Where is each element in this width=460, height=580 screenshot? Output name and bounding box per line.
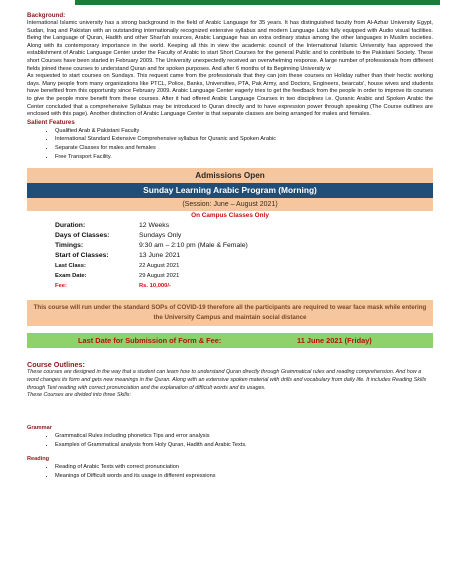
grammar-list xyxy=(27,432,433,449)
course-outlines-divided: These Courses are divided into three Skills: xyxy=(27,392,131,399)
last-class-label: Last Class: xyxy=(55,263,86,270)
admissions-open-banner: Admissions Open xyxy=(27,168,433,183)
exam-date-label: Exam Date: xyxy=(55,273,87,280)
start-value: 13 June 2021 xyxy=(139,252,181,260)
exam-date-value: 29 August 2021 xyxy=(139,273,180,280)
campus-notice: On Campus Classes Only xyxy=(191,212,269,220)
days-value: Sundays Only xyxy=(139,232,182,240)
last-class-value: 22 August 2021 xyxy=(139,263,180,270)
course-outlines-intro: These courses are designed in the way that a student can learn how to understand Quran directly through Grammatical rules and reading comprehension. And how a word changes its form and gets new meanings in the Quran. Along with an extensive spoken material with drills and vocabulary from daily life. It includes Reading Skills through Text reading with correct pronunciation and the explanation of difficult words and its usages. xyxy=(27,369,427,391)
list-item: • Qualified Arab & Pakistani Faculty xyxy=(55,127,433,136)
list-item: • Free Transport Facility. xyxy=(55,153,433,162)
list-item: • International Standard Extensive Comprehensive syllabus for Quranic and Spoken Arabic xyxy=(55,135,433,144)
document-body xyxy=(27,12,433,481)
covid-sop-notice: This course will run under the standard SOPs of COVID-19 therefore all the participants are required to wear face mask while entering the University Campus and maintain social distance xyxy=(27,300,433,326)
grammar-heading: Grammar xyxy=(27,425,52,432)
table-row xyxy=(55,221,248,231)
duration-value: 12 Weeks xyxy=(139,222,170,230)
duration-label: Duration: xyxy=(55,222,86,230)
list-item: • Separate Classes for males and females xyxy=(55,144,433,153)
session-banner: (Session: June – August 2021) xyxy=(27,198,433,211)
deadline-date: 11 June 2021 (Friday) xyxy=(297,336,372,346)
reading-list xyxy=(27,463,433,480)
table-row xyxy=(55,281,248,291)
salient-features-heading: Salient Features xyxy=(27,118,75,126)
program-title-banner: Sunday Learning Arabic Program (Morning) xyxy=(27,183,433,198)
table-row xyxy=(55,251,248,261)
fee-label: Fee: xyxy=(55,283,67,290)
list-item: • Examples of Grammatical analysis from Holy Quran, Hadith and Arabic Texts. xyxy=(55,441,433,450)
fee-value: Rs. 10,000/- xyxy=(139,283,171,290)
background-heading: Background: xyxy=(27,12,66,19)
deadline-banner xyxy=(27,333,433,348)
list-item: • Grammatical Rules including phonetics Tips and error analysis xyxy=(55,432,433,441)
table-row xyxy=(55,271,248,281)
background-paragraph-1: International Islamic university has a strong background in the field of Arabic Language for 35 years. It has distinguished faculty from Al-Azhar University Egypt, Sudan, Iraq and Pakistan with an outstanding internationally recognized extensive syllabus and modern Language Labs fully equipped with Audio visual facilities. Being the Language of Quran, Hadith and other Shari'ah sources, Arabic Language has an extra ordinary status among the other languages in Muslim societies. Along with its contemporary importance in the world. Keeping all this in view the academic council of the International Islamic University has approved the establishment of Arabic Language Center under the Faculty of Arabic to start Short Courses for the general Public and to contribute to the Pakistani Society. These short Courses have been started in February 2009. The University unexpectedly received an overwhelming response. A large number of professionals from different fields joined these courses to understand Quran and for spoken purposes. And after 6 months of its Beginning University w xyxy=(27,20,433,72)
start-label: Start of Classes: xyxy=(55,252,109,260)
timings-label: Timings: xyxy=(55,242,84,250)
timings-value: 9:30 am – 2:10 pm (Male & Female) xyxy=(139,242,248,250)
list-item: • Meanings of Difficult words and its usage in different expressions xyxy=(55,472,433,481)
reading-heading: Reading xyxy=(27,456,50,463)
salient-features-list xyxy=(27,127,433,161)
course-outlines-heading: Course Outlines: xyxy=(27,360,85,370)
deadline-label: Last Date for Submission of Form & Fee: xyxy=(78,336,222,346)
schedule-table xyxy=(55,221,248,291)
table-row xyxy=(55,241,248,251)
table-row xyxy=(55,231,248,241)
background-paragraph-2: As requested to start courses on Sundays. This request came from the professionals that they can join these courses on Holiday rather than their hectic working days. Many people from many organizations like PTCL, Police, Banks, Universities, PTA, Pak Army, and Doctors, Engineers, bearcats', house wives and students have benefited from this opportunity since February 2009. Arabic Language Center eagerly tries to get the feedback from the people in order to improve its courses to give the people more benefit from these courses. After it had offered Arabic Language Courses in two disciplines i.e. Quranic Arabic and Spoken Arabic the Center concluded that a comprehensive Syllabus may be introduced to Quran directly and to have expression power through speaking (The Course outlines are enclosed with this page). Another distinction of Arabic Language Center is that separate classes are being arranged for males and females. xyxy=(27,73,433,118)
list-item: • Reading of Arabic Texts with correct pronunciation xyxy=(55,463,433,472)
table-row xyxy=(55,261,248,271)
header-strip xyxy=(75,0,440,5)
days-label: Days of Classes: xyxy=(55,232,110,240)
